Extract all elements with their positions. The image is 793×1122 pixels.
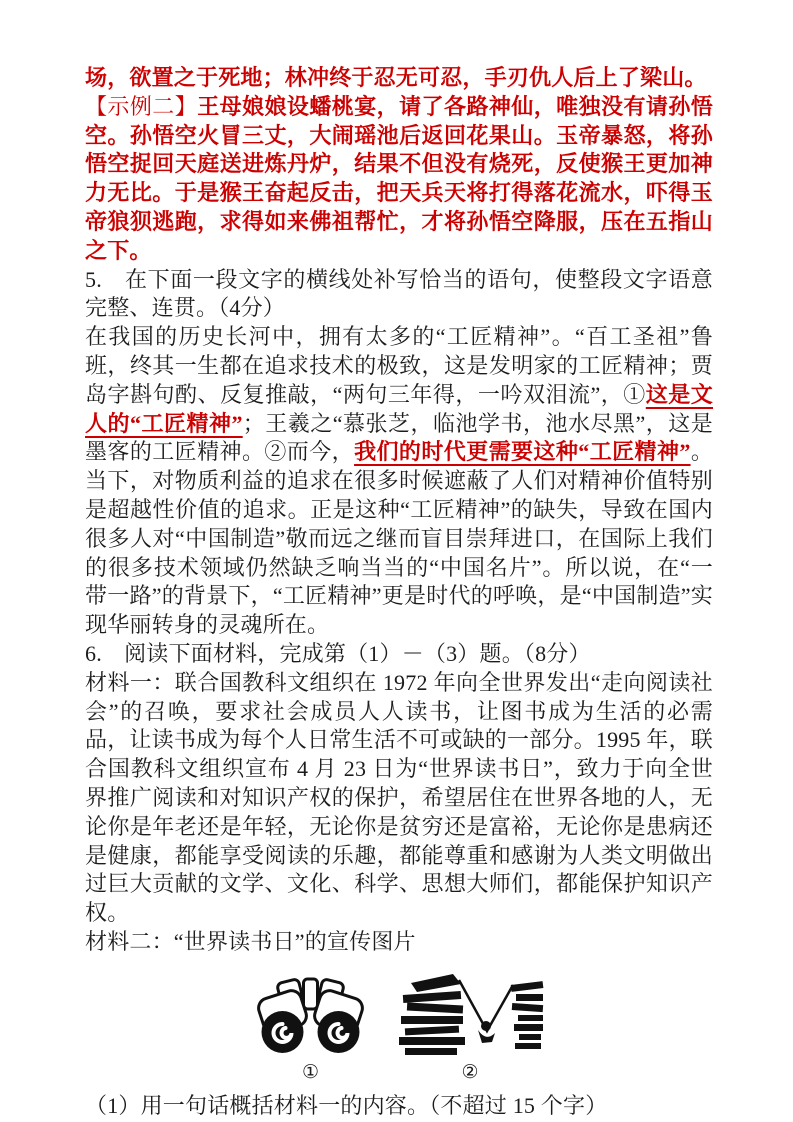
material2-figures — [85, 971, 713, 1059]
figure-1 — [253, 974, 368, 1059]
question-6 — [85, 640, 713, 669]
question-5 — [85, 266, 713, 324]
question-5-passage-segment: 这是文人的“工匠精神” — [85, 381, 713, 436]
example2 — [85, 93, 713, 266]
material-2-heading — [85, 928, 713, 957]
question-5-passage — [85, 323, 713, 640]
figure-1-caption: ① — [301, 1061, 320, 1083]
question-5-segment: 5. 在下面一段文字的横线处补写恰当的语句，使整段文字语意完整、连贯。（4分） — [85, 266, 713, 321]
question-5-passage-segment: ；王羲之“慕张芝，临池学书，池水尽黑”，这是墨客的工匠精神。②而今， — [85, 410, 713, 465]
example2-segment: 王母娘娘设蟠桃宴，请了各路神仙，唯独没有请孙悟空。孙悟空火冒三丈，大闹瑶池后返回花果山。玉帝暴怒，将孙悟空捉回天庭送进炼丹炉，结果不但没有烧死，反使猴王更加神力无比。于是猴王奋起反击，把天兵天将打得落花流水，吓得玉帝狼狈逃跑，求得如来佛祖帮忙，才将孙悟空降服，压在五指山之下。 — [85, 93, 713, 263]
material-2-heading-segment: 材料二：“世界读书日”的宣传图片 — [85, 928, 416, 954]
question-5-passage-segment: 我们的时代更需要这种“工匠精神” — [354, 439, 691, 465]
question-5-passage-segment: 。当下，对物质利益的追求在很多时候遮蔽了人们对精神价值特别是超越性价值的追求。正是这种“工匠精神”的缺失，导致在国内很多人对“中国制造”敬而远之继而盲目崇拜进口，在国际上我们的很多技术领域仍然缺乏响当当的“中国名片”。所以说，在“一带一路”的背景下，“工匠精神”更是时代的呼唤，是“中国制造”实现华丽转身的灵魂所在。 — [85, 439, 714, 638]
book-stacks-climber-illustration-icon — [395, 971, 545, 1059]
figure-captions — [85, 1061, 713, 1084]
question-6-sub1-segment: （1）用一句话概括材料一的内容。（不超过 15 个字） — [85, 1092, 608, 1118]
example1-tail-segment: 场，欲置之于死地；林冲终于忍无可忍，手刃仇人后上了梁山。 — [85, 65, 707, 90]
material-1 — [85, 669, 713, 928]
text-top — [85, 64, 713, 957]
figure-2-caption: ② — [461, 1061, 479, 1083]
example1-tail — [85, 64, 713, 93]
text-bottom — [85, 1092, 713, 1121]
example2-segment: 【示例二】 — [85, 93, 198, 119]
question-6-segment: 6. 阅读下面材料，完成第（1）－（3）题。（8分） — [85, 640, 591, 666]
figure-2 — [395, 971, 545, 1059]
question-6-sub1 — [85, 1092, 713, 1121]
binoculars-scrolls-illustration-icon — [253, 974, 368, 1059]
question-5-passage-segment: 在我国的历史长河中，拥有太多的“工匠精神”。“百工圣祖”鲁班，终其一生都在追求技术的极致，这是发明家的工匠精神；贾岛字斟句酌、反复推敲，“两句三年得，一吟双泪流”，① — [85, 324, 713, 407]
material-1-segment: 材料一：联合国教科文组织在 1972 年向全世界发出“走向阅读社会”的召唤，要求社会成员人人读书，让图书成为生活的必需品，让读书成为每个人日常生活不可或缺的一部分。1995 年，联合国教科文组织宣布 4 月 23 日为“世界读书日”，致力于向全世界推广阅读和对知识产权的保护，希望居住在世界各地的人，无论你是年老还是年轻，无论你是贫穷还是富裕，无论你是患病还是健康，都能享受阅读的乐趣，都能尊重和感谢为人类文明做出过巨大贡献的文学、文化、科学、思想大师们，都能保护知识产权。 — [85, 669, 713, 926]
document-body — [85, 64, 713, 1121]
